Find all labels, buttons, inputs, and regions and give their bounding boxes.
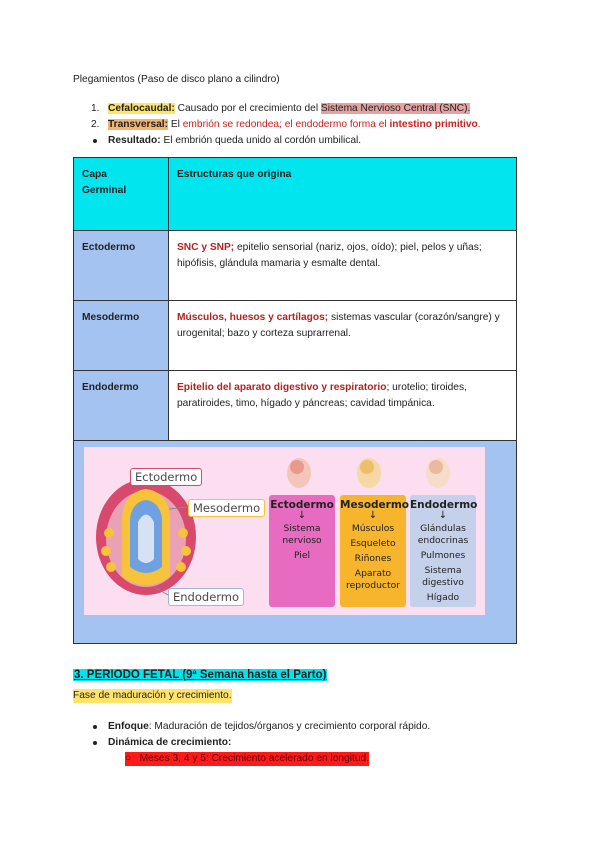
structures-rest: sistemas vascular (corazón/sangre) y urogenital; bazo y corteza suprarrenal. xyxy=(177,312,500,339)
fetus-icon xyxy=(357,458,381,488)
header-capa-germinal xyxy=(74,158,169,231)
bullet-dot xyxy=(93,725,97,729)
term-resultado: Resultado: xyxy=(108,135,161,146)
table-row xyxy=(74,301,517,371)
stage-mesodermo xyxy=(340,495,410,607)
stage-item: Hígado xyxy=(426,592,460,603)
stage-item: Pulmones xyxy=(420,550,466,561)
term-dinamica: Dinámica de crecimiento: xyxy=(108,737,232,748)
stage-item: Músculos xyxy=(351,523,395,534)
bullet-enfoque xyxy=(108,720,430,734)
item-cefalocaudal xyxy=(108,102,470,116)
structures-key: SNC y SNP; xyxy=(177,242,235,253)
bullet-dot xyxy=(93,741,97,745)
list-number-1: 1. xyxy=(91,103,100,114)
stage-title: Endodermo xyxy=(410,499,478,511)
fetus-icon xyxy=(287,458,311,488)
term-transversal: Transversal: xyxy=(108,119,169,130)
stage-item: nervioso xyxy=(282,535,322,546)
stage-item: Piel xyxy=(293,550,311,561)
item-2-text-b: embrión se redondea; el endodermo forma el xyxy=(182,119,390,130)
section-title: 3. PERIODO FETAL (9ª Semana hasta el Parto) xyxy=(74,669,327,681)
bullet-dot xyxy=(93,139,97,143)
stage-endodermo xyxy=(410,495,476,607)
stage-ectodermo xyxy=(269,495,335,607)
item-transversal xyxy=(108,118,481,132)
layer-cell xyxy=(74,371,169,441)
label-ectodermo: Ectodermo xyxy=(130,468,202,486)
sub-item-meses xyxy=(125,752,369,766)
stage-item: Sistema xyxy=(283,523,321,534)
bullet-dinamica xyxy=(108,736,231,750)
label-endodermo: Endodermo xyxy=(168,588,244,606)
structures-key: Músculos, huesos y cartílagos; xyxy=(177,312,329,323)
snc-highlight: Sistema Nervioso Central (SNC). xyxy=(320,103,471,114)
stage-item: Riñones xyxy=(354,553,392,564)
stage-item: Esqueleto xyxy=(350,538,396,549)
item-2-bold: intestino primitivo xyxy=(389,119,478,130)
layer-cell xyxy=(74,231,169,301)
layer-cell xyxy=(74,301,169,371)
table-header-row xyxy=(74,158,517,231)
layer-ectodermo: Ectodermo xyxy=(82,242,136,253)
label-mesodermo: Mesodermo xyxy=(188,499,265,517)
stage-item: Sistema xyxy=(424,565,462,576)
stage-item: Glándulas xyxy=(420,523,466,534)
structures-key: Epitelio del aparato digestivo y respiratorio xyxy=(177,382,387,393)
item-3-text: El embrión queda unido al cordón umbilical. xyxy=(160,135,362,146)
stage-item: endocrinas xyxy=(417,535,469,546)
embryo-cross-section xyxy=(96,479,196,595)
list-number-2: 2. xyxy=(91,119,100,130)
structures-rest: epitelio sensorial (nariz, ojos, oído); piel, pelos y uñas; hipófisis, glándula mamaria y esmalte dental. xyxy=(177,242,482,269)
stage-title: Mesodermo xyxy=(340,499,410,511)
item-1-text: Causado por el crecimiento del xyxy=(174,103,321,114)
header-estructuras xyxy=(169,158,517,231)
arrow-down-icon: ↓ xyxy=(438,510,448,521)
structures-cell xyxy=(169,231,517,301)
layer-mesodermo: Mesodermo xyxy=(82,312,140,323)
circle-bullet-icon: ○ xyxy=(125,753,132,764)
layer-endodermo: Endodermo xyxy=(82,382,139,393)
term-cefalocaudal: Cefalocaudal: xyxy=(108,103,175,114)
item-resultado xyxy=(108,134,361,148)
structures-rest: ; urotelio; tiroides, paratiroides, timo, hígado y páncreas; cavidad timpánica. xyxy=(177,382,467,409)
stage-title: Ectodermo xyxy=(270,499,334,511)
section-subtitle: Fase de maduración y crecimiento. xyxy=(73,690,232,701)
stage-item: digestivo xyxy=(422,577,464,588)
arrow-down-icon: ↓ xyxy=(297,510,307,521)
sub-item-text: Meses 3, 4 y 5: Crecimiento acelerado en longitud. xyxy=(139,753,369,764)
table-row xyxy=(74,371,517,441)
stage-item: reproductor xyxy=(346,580,400,591)
structures-cell xyxy=(169,371,517,441)
item-2-text-a: El xyxy=(168,119,183,130)
header-col2-text: Estructuras que origina xyxy=(177,169,292,180)
stage-item: Aparato xyxy=(354,568,392,579)
table-row xyxy=(74,231,517,301)
structures-cell xyxy=(169,301,517,371)
fetus-icon xyxy=(426,458,450,488)
arrow-down-icon: ↓ xyxy=(368,510,378,521)
item-2-end: . xyxy=(477,119,481,130)
enfoque-text: : Maduración de tejidos/órganos y crecimiento corporal rápido. xyxy=(148,721,431,732)
page-heading: Plegamientos (Paso de disco plano a cilindro) xyxy=(73,74,280,85)
term-enfoque: Enfoque xyxy=(108,721,149,732)
header-col1-text: Capa Germinal xyxy=(82,169,127,196)
